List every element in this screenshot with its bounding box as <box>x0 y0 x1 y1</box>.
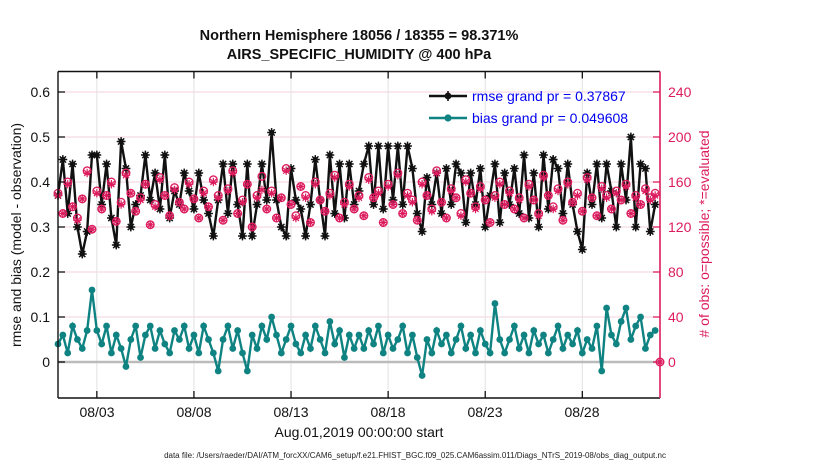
legend-label-bias: bias grand pr = 0.049608 <box>472 110 629 126</box>
y-axis-label: rmse and bias (model - observation) <box>8 122 24 348</box>
y-tick-label: 0.1 <box>30 309 50 325</box>
y-tick-label: 0.3 <box>30 219 50 235</box>
y-tick-label: 0.5 <box>30 129 50 145</box>
y-tick-label: 0.6 <box>30 84 50 100</box>
x-tick-label: 08/08 <box>176 404 212 420</box>
legend <box>428 85 628 129</box>
y-tick-label: 0 <box>42 354 50 370</box>
legend-label-rmse: rmse grand pr = 0.37867 <box>472 88 626 104</box>
y2-tick-label: 120 <box>668 219 692 235</box>
chart-title: Northern Hemisphere 18056 / 18355 = 98.371% <box>199 28 519 44</box>
y2-tick-label: 200 <box>668 129 692 145</box>
y2-tick-label: 80 <box>668 264 684 280</box>
rmse-line-sample-icon <box>428 89 468 103</box>
y2-axis-label: # of obs: o=possible; *=evaluated <box>696 130 712 338</box>
x-tick-label: 08/13 <box>273 404 309 420</box>
x-tick-label: 08/18 <box>370 404 406 420</box>
data-file-caption: data file: /Users/raeder/DAI/ATM_forcXX/CAM6_setup/f.e21.FHIST_BGC.f09_025.CAM6assim.011/Diags_NTrS_2019-08/obs_diag_output.nc <box>164 451 666 460</box>
y-tick-label: 0.4 <box>30 174 50 190</box>
x-axis-label: Aug.01,2019 00:00:00 start <box>274 424 444 440</box>
legend-item-rmse <box>428 85 628 107</box>
bias-line-sample-icon <box>428 111 468 125</box>
y-tick-label: 0.2 <box>30 264 50 280</box>
chart-subtitle: AIRS_SPECIFIC_HUMIDITY @ 400 hPa <box>226 47 492 63</box>
y2-tick-label: 0 <box>668 354 676 370</box>
y2-tick-label: 40 <box>668 309 684 325</box>
y2-tick-label: 240 <box>668 84 692 100</box>
x-tick-label: 08/23 <box>467 404 503 420</box>
x-tick-label: 08/28 <box>564 404 600 420</box>
legend-item-bias <box>428 107 628 129</box>
x-tick-label: 08/03 <box>79 404 115 420</box>
y2-tick-label: 160 <box>668 174 692 190</box>
